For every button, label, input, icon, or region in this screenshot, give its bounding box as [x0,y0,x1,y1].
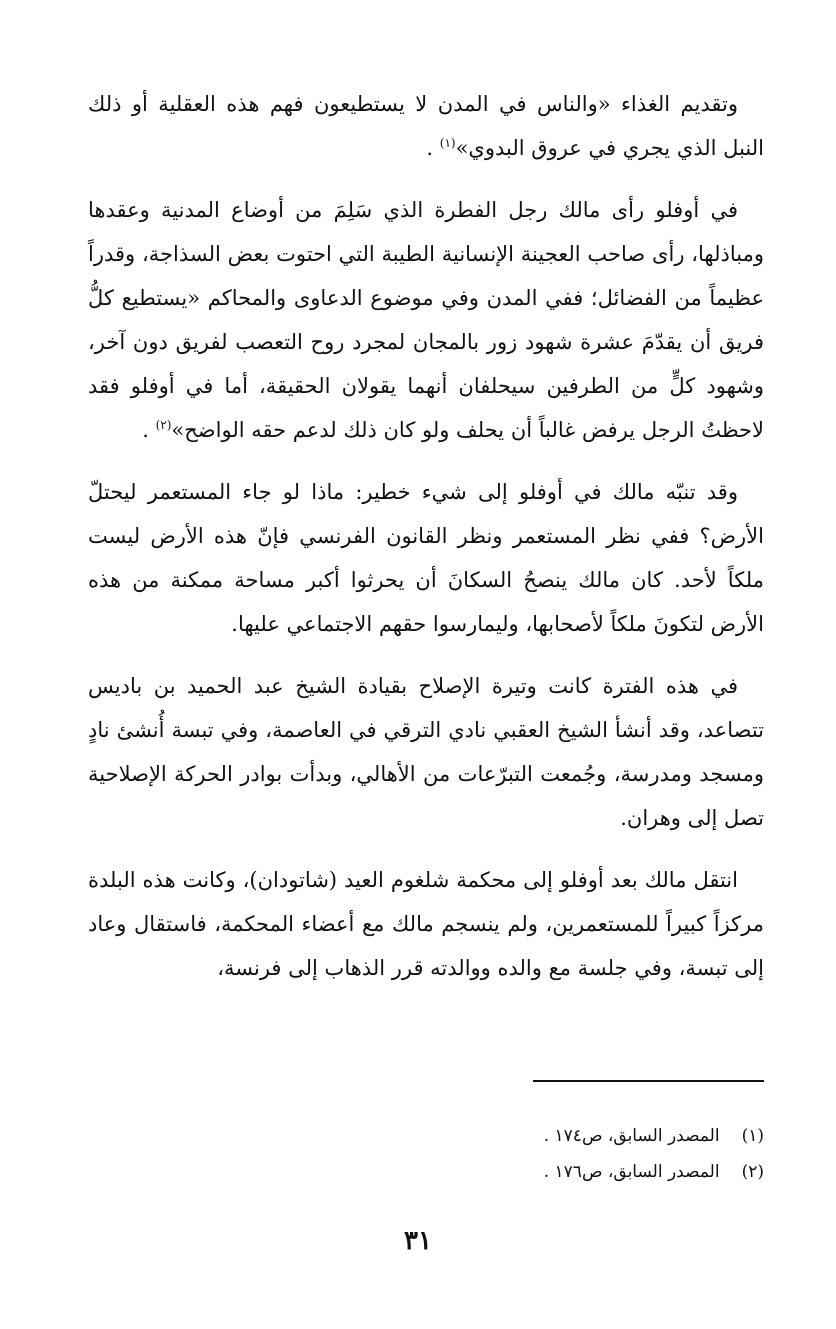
footnote-ref-2[interactable]: (٢) [155,418,172,432]
paragraph-2-text: في أوفلو رأى مالك رجل الفطرة الذي سَلِمَ من أوضاع المدنية وعقدها ومباذلها، رأى صاحب العجينة الإنسانية الطيبة التي احتوت بعض السذاجة، وقدراً عظيماً من الفضائل؛ ففي المدن وفي موضوع الدعاوى والمحاكم «يستطيع كلُّ فريق أن يقدّمَ عشرة شهود زور بالمجان لمجرد روح التعصب لفريق دون آخر، وشهود كلٍّ من الطرفين سيحلفان أنهما يقولان الحقيقة، أما في أوفلو فقد لاحظتُ الرجل يرفض غالباً أن يحلف ولو كان ذلك لدعم حقه الواضح» [88,198,764,442]
paragraph-3 [88,470,764,646]
footnote-2 [364,1154,764,1190]
footnote-2-number: (٢) [741,1162,764,1182]
paragraph-1-end: . [426,136,434,160]
paragraph-4-text: في هذه الفترة كانت وتيرة الإصلاح بقيادة الشيخ عبد الحميد بن باديس تتصاعد، وقد أنشأ الشيخ العقبي نادي الترقي في العاصمة، وفي تبسة أُنشئ نادٍ ومسجد ومدرسة، وجُمعت التبرّعات من الأهالي، وبدأت بوادر الحركة الإصلاحية تصل إلى وهران. [88,674,764,830]
footnote-1 [364,1118,764,1154]
paragraph-2 [88,188,764,452]
paragraph-5 [88,858,764,990]
paragraph-1-text: وتقديم الغذاء «والناس في المدن لا يستطيعون فهم هذه العقلية أو ذلك النبل الذي يجري في عروق البدوي» [88,92,764,160]
footnote-2-text: المصدر السابق، ص١٧٦ . [543,1162,720,1182]
paragraph-2-end: . [142,418,149,442]
paragraph-1 [88,82,764,170]
page-body [88,82,764,990]
page-number: ٣١ [404,1226,432,1256]
paragraph-3-text: وقد تنبّه مالك في أوفلو إلى شيء خطير: ماذا لو جاء المستعمر ليحتلّ الأرض؟ ففي نظر المستعمر ونظر القانون الفرنسي فإنّ هذه الأرض ليست ملكاً لأحد. كان مالك ينصحُ السكانَ أن يحرثوا أكبر مساحة ممكنة من هذه الأرض لتكونَ ملكاً لأصحابها، وليمارسوا حقهم الاجتماعي عليها. [88,480,764,636]
paragraph-5-text: انتقل مالك بعد أوفلو إلى محكمة شلغوم العيد (شاتودان)، وكانت هذه البلدة مركزاً كبيراً للمستعمرين، ولم ينسجم مالك مع أعضاء المحكمة، فاستقال وعاد إلى تبسة، وفي جلسة مع والده ووالدته قرر الذهاب إلى فرنسة، [88,868,764,980]
footnote-1-text: المصدر السابق، ص١٧٤ . [543,1126,720,1146]
footnotes [364,1118,764,1190]
footnote-1-number: (١) [741,1126,764,1146]
footnote-divider [533,1080,764,1082]
footnote-ref-1[interactable]: (١) [439,136,456,150]
paragraph-4 [88,664,764,840]
